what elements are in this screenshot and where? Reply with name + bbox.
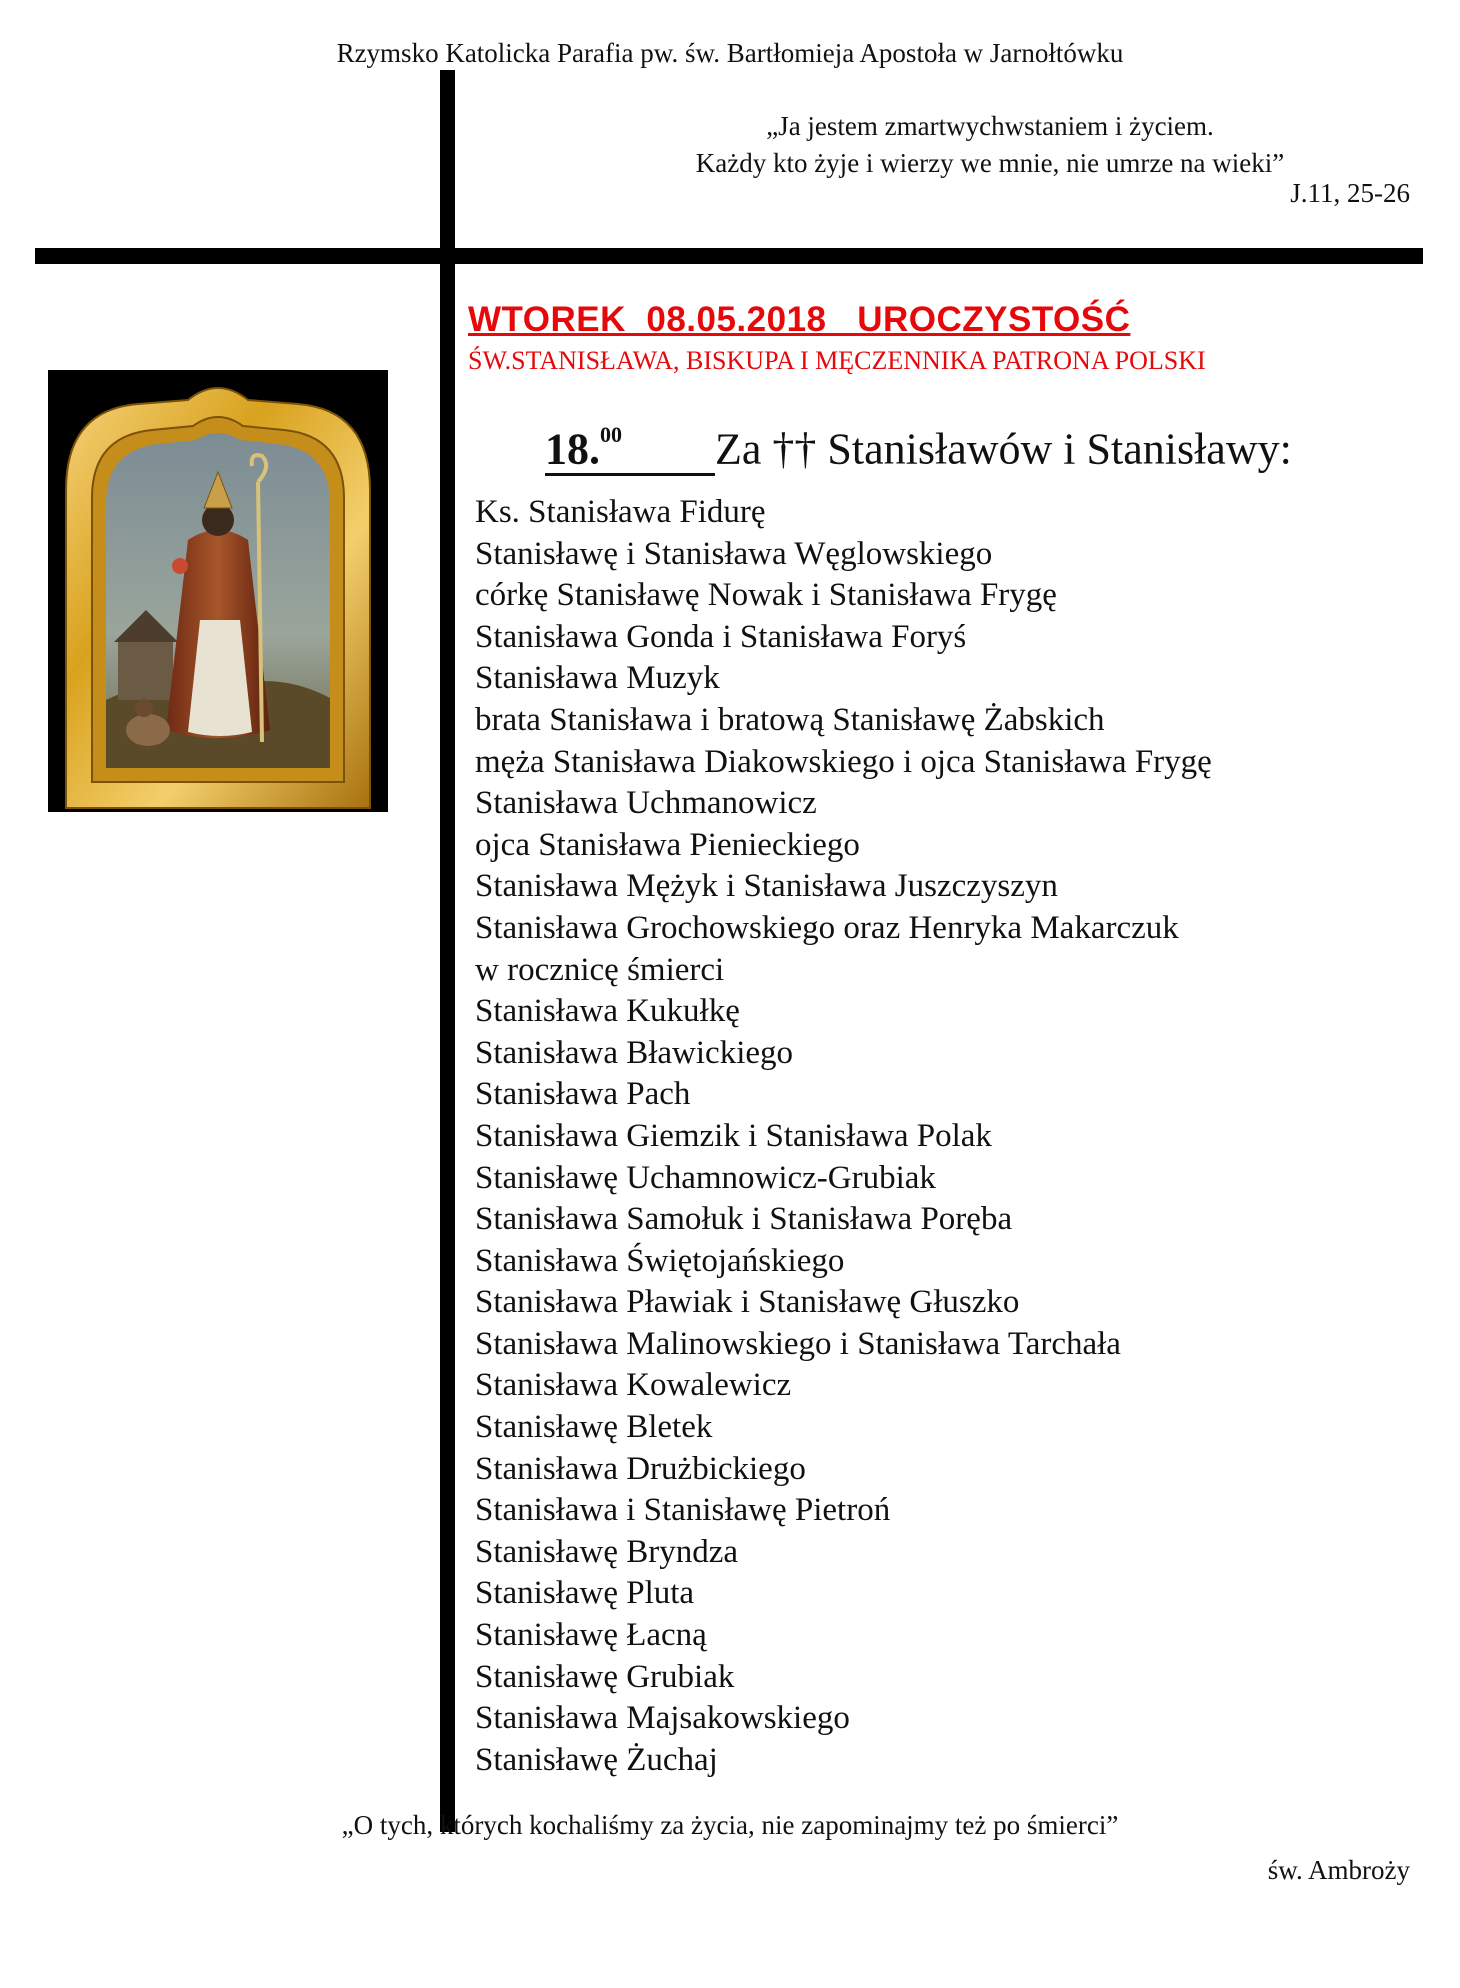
name-list-item: Stanisława Kukułkę — [475, 993, 740, 1030]
name-list-item: Stanisława Drużbickiego — [475, 1450, 806, 1487]
mass-intention: Za †† Stanisławów i Stanisławy: — [715, 424, 1292, 474]
mass-hour: 18. — [545, 424, 600, 474]
name-list-item: Stanisława Świętojańskiego — [475, 1242, 845, 1279]
name-list-item: Stanisławę Bryndza — [475, 1533, 739, 1570]
name-list-item: Stanisława Mężyk i Stanisława Juszczyszyn — [475, 868, 1058, 905]
cross-vertical-beam — [440, 70, 455, 1832]
name-list-item: Stanisława Majsakowskiego — [475, 1700, 850, 1737]
name-list-item: Stanisława i Stanisławę Pietroń — [475, 1492, 891, 1529]
name-list-item: Stanisławę Łacną — [475, 1617, 707, 1654]
closing-quote-author: św. Ambroży — [1267, 1855, 1410, 1885]
name-list-item: Stanisławę Uchamnowicz-Grubiak — [475, 1159, 936, 1196]
name-list-item: Stanisława Kowalewicz — [475, 1367, 792, 1404]
name-list-item: Stanisława Pławiak i Stanisławę Głuszko — [475, 1284, 1020, 1321]
name-list-item: męża Stanisława Diakowskiego i ojca Stanisława Frygę — [475, 743, 1212, 780]
name-list-item: Stanisława Samołuk i Stanisława Poręba — [475, 1201, 1013, 1238]
closing-quote: „O tych, których kochaliśmy za życia, nie zapominajmy też po śmierci” — [341, 1810, 1119, 1840]
name-list-item: Stanisława Muzyk — [475, 660, 720, 697]
name-list-item: Stanisławę Bletek — [475, 1409, 713, 1446]
event-subtitle: ŚW.STANISŁAWA, BISKUPA I MĘCZENNIKA PATRONA POLSKI — [468, 346, 1206, 375]
mass-time — [545, 418, 715, 476]
scripture-quote-line-1: „Ja jestem zmartwychwstaniem i życiem. — [766, 111, 1214, 141]
name-list-item: Stanisławę i Stanisława Węglowskiego — [475, 535, 993, 572]
name-list-item: brata Stanisława i bratową Stanisławę Żabskich — [475, 701, 1105, 738]
saint-stanislaus-painting-icon — [48, 370, 388, 812]
saint-painting-image — [48, 370, 388, 812]
parish-name: Rzymsko Katolicka Parafia pw. św. Bartłomieja Apostoła w Jarnołtówku — [336, 38, 1124, 68]
name-list-item: Stanisława Giemzik i Stanisława Polak — [475, 1117, 992, 1154]
name-list-item: Stanisławę Grubiak — [475, 1658, 735, 1695]
name-list-item: córkę Stanisławę Nowak i Stanisława Frygę — [475, 577, 1057, 614]
scripture-quote — [560, 108, 1420, 182]
scripture-quote-line-2: Każdy kto żyje i wierzy we mnie, nie umrze na wieki” — [695, 148, 1285, 178]
cross-horizontal-beam — [35, 248, 1423, 264]
name-list-item: w rocznicę śmierci — [475, 951, 725, 988]
name-list-item: ojca Stanisława Pienieckiego — [475, 826, 860, 863]
names-list — [475, 492, 1212, 1781]
name-list-item: Stanisława Pach — [475, 1076, 691, 1113]
mass-intention-heading — [545, 418, 1292, 476]
name-list-item: Stanisława Uchmanowicz — [475, 785, 817, 822]
mass-minutes: 00 — [600, 422, 622, 447]
name-list-item: Stanisława Grochowskiego oraz Henryka Makarczuk — [475, 909, 1179, 946]
event-title: WTOREK 08.05.2018 UROCZYSTOŚĆ — [468, 300, 1131, 339]
scripture-reference: J.11, 25-26 — [1290, 178, 1410, 208]
name-list-item: Stanisława Bławickiego — [475, 1034, 794, 1071]
name-list-item: Stanisława Gonda i Stanisława Foryś — [475, 618, 967, 655]
name-list-item: Stanisława Malinowskiego i Stanisława Tarchała — [475, 1325, 1121, 1362]
name-list-item: Ks. Stanisława Fidurę — [475, 494, 766, 530]
name-list-item: Stanisławę Żuchaj — [475, 1741, 718, 1778]
name-list-item: Stanisławę Pluta — [475, 1575, 695, 1612]
